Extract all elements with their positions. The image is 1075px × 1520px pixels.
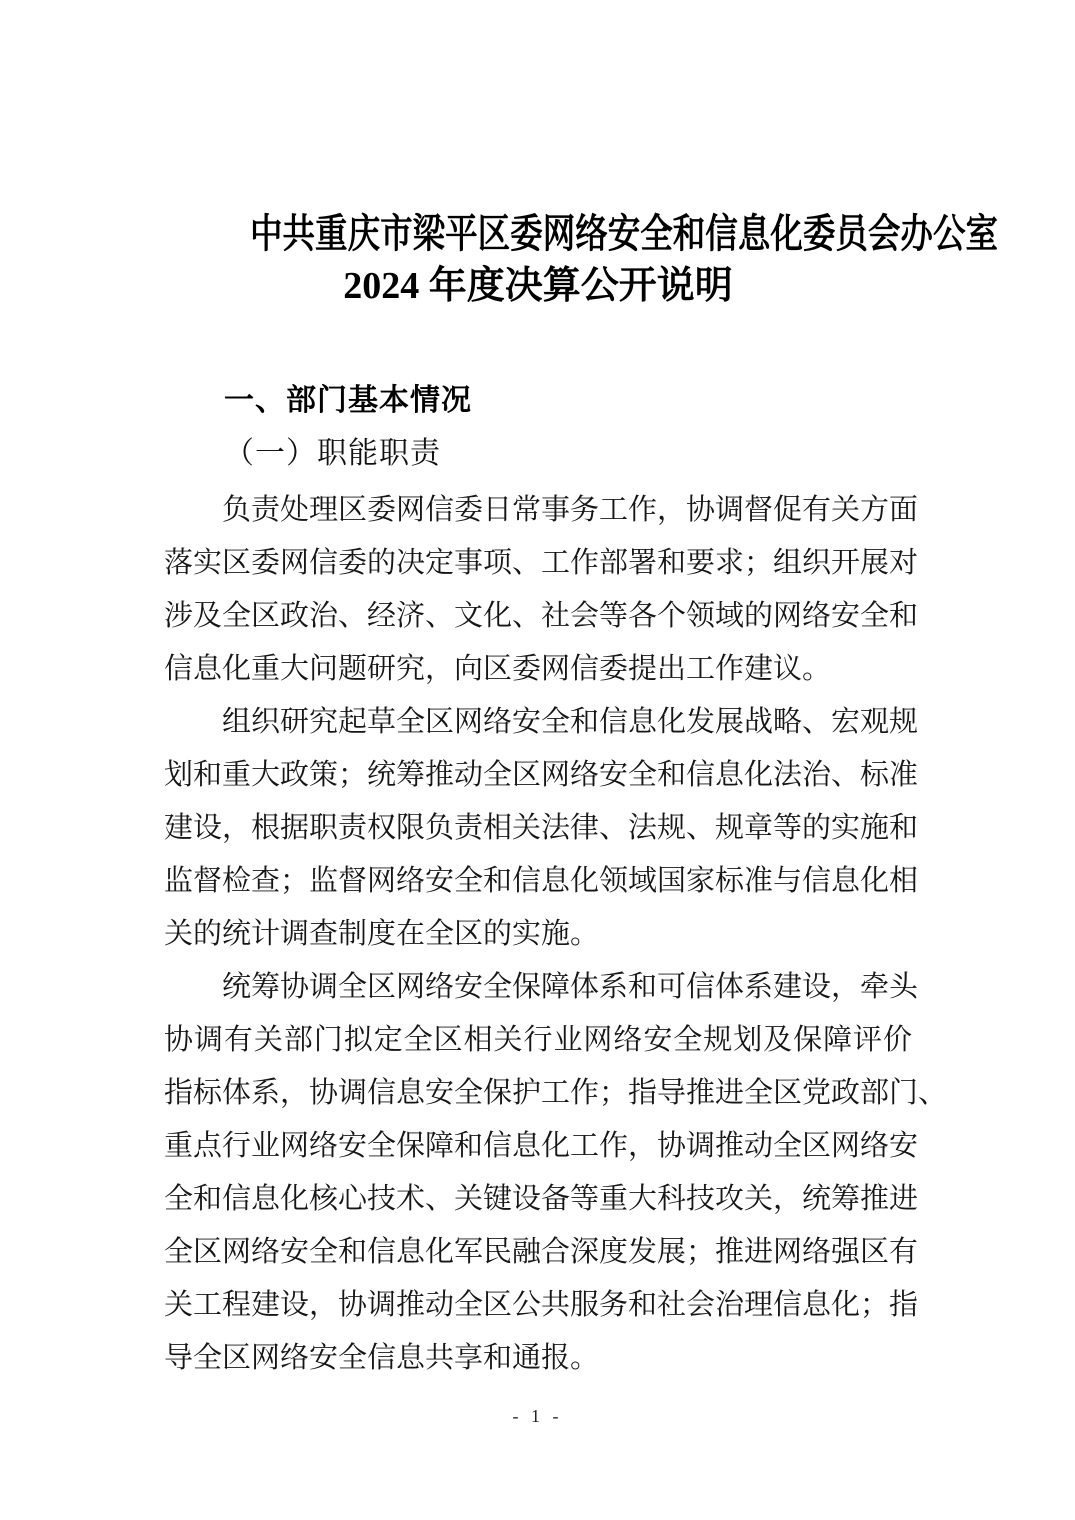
body-text-line: 指标体系，协调信息安全保护工作；指导推进全区党政部门、 (164, 1077, 948, 1110)
document-title-line-1-text: 中共重庆市梁平区委网络安全和信息化委员会办公室 (250, 211, 998, 257)
page-number: - 1 - (512, 1406, 563, 1426)
body-text-line: 重点行业网络安全保障和信息化工作，协调推动全区网络安 (164, 1130, 919, 1163)
body-text-line: 统筹协调全区网络安全保障体系和可信体系建设，牵头 (222, 971, 919, 1004)
body-text-line: 建设，根据职责权限负责相关法律、法规、规章等的实施和 (164, 812, 919, 845)
body-text-line: 关工程建设，协调推动全区公共服务和社会治理信息化；指 (164, 1289, 919, 1322)
body-text-line: 关的统计调查制度在全区的实施。 (164, 918, 600, 951)
paragraph-3 (164, 961, 948, 1385)
paragraph-1 (164, 484, 919, 696)
document-title-line-2: 2024 年度决算公开说明 (343, 265, 733, 308)
page-footer (0, 1406, 1075, 1427)
body-text-line: 组织研究起草全区网络安全和信息化发展战略、宏观规 (222, 706, 919, 739)
subsection-heading: （一）职能职责 (224, 437, 441, 471)
body-text-line: 协调有关部门拟定全区相关行业网络安全规划及保障评价 (164, 1024, 912, 1057)
paragraph-2 (164, 696, 919, 961)
section-heading: 一、部门基本情况 (224, 384, 472, 418)
document-title (164, 21, 998, 313)
body-text-line: 信息化重大问题研究，向区委网信委提出工作建议。 (164, 653, 832, 686)
body-text-line: 监督检查；监督网络安全和信息化领域国家标准与信息化相 (164, 865, 919, 898)
body-text-line: 涉及全区政治、经济、文化、社会等各个领域的网络安全和 (164, 600, 919, 633)
document-title-line-1 (164, 207, 998, 260)
document-content (164, 21, 998, 1385)
body-text-line: 全区网络安全和信息化军民融合深度发展；推进网络强区有 (164, 1236, 919, 1269)
body-text-line: 导全区网络安全信息共享和通报。 (164, 1342, 600, 1375)
body-text-line: 划和重大政策；统筹推动全区网络安全和信息化法治、标准 (164, 759, 919, 792)
body-text-line: 落实区委网信委的决定事项、工作部署和要求；组织开展对 (164, 547, 919, 580)
body-text-line: 全和信息化核心技术、关键设备等重大科技攻关，统筹推进 (164, 1183, 919, 1216)
body-text-line: 负责处理区委网信委日常事务工作，协调督促有关方面 (222, 494, 919, 527)
